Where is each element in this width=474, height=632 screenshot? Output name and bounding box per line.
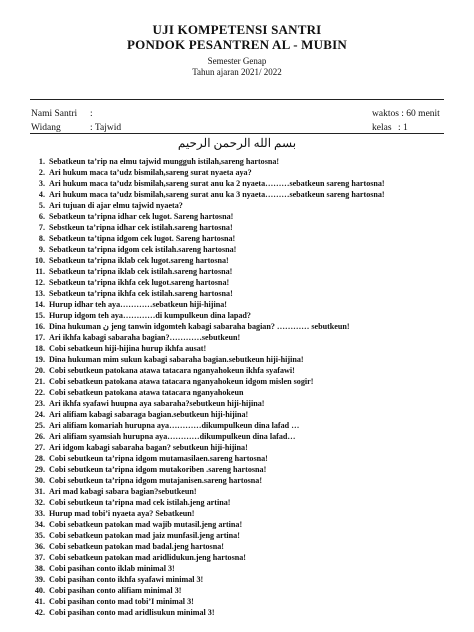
question-text: Cobi sebatkeun patokan mad aridlidukun.jeng hartosna! [49,553,247,562]
school-year: Tahun ajaran 2021/ 2022 [192,67,282,77]
question-item [31,233,461,244]
question-item [31,310,461,321]
question-text: Cobi sebutkeun ta’ripna idgom mutakoriben .sareng hartosna! [49,465,267,474]
question-number: 2. [38,168,45,177]
question-item [31,189,461,200]
basmala: بسم الله الرحمن الرحيم [177,136,297,150]
question-text: Cobi sebutkeun patokana atawa tatacara nganyahokeun ikhfa syafawi! [49,366,295,375]
question-number: 37. [34,553,45,562]
question-text: Hurup mad tobi’i nyaeta aya? Sebatkeun! [49,509,195,518]
question-text: Cobi sebatkeun patokana atawa tatacara nganyahokeun idgom mislen sogir! [49,377,314,386]
question-number: 1. [38,157,45,166]
question-text: Sebatkeun ta’ripna idhar cek lugot. Sareng hartosna! [49,212,234,221]
question-number: 18. [34,344,45,353]
question-item [31,277,461,288]
question-number: 20. [34,366,45,375]
subject-value: : Tajwid [90,123,122,133]
question-item [31,519,461,530]
question-number: 3. [38,179,45,188]
question-item [31,398,461,409]
question-number: 31. [34,487,45,496]
time-allowed: waktos : 60 menit [372,109,440,119]
question-number: 25. [34,421,45,430]
question-text: Sebatkeun ta’ripna ikhfa cek lugot.sareng hartosna! [49,278,230,287]
question-text: Sebatkeun ta’tipna idgom cek lugot. Sareng hartosna! [49,234,236,243]
question-item [31,299,461,310]
question-number: 35. [34,531,45,540]
exam-title: UJI KOMPETENSI SANTRI [152,22,322,37]
question-number: 8. [38,234,45,243]
question-item [31,354,461,365]
question-text: Dina hukuman mim sukun kabagi sabaraha bagian.sebutkeun hiji-hijina! [49,355,304,364]
question-number: 22. [34,388,45,397]
question-text: Cobi sebutkeun ta’ripna idgom mutajanisen.sareng hartosna! [49,476,263,485]
question-text: Sebatkeun ta’rip na elmu tajwid mungguh istilah,sareng hartosna! [49,157,280,166]
question-number: 23. [34,399,45,408]
question-text: Hurup idgom teh aya…………di kumpulkeun dina lapad? [49,311,251,320]
student-name-label: Nami Santri [31,109,78,119]
school-name: PONDOK PESANTREN AL - MUBIN [127,37,347,52]
question-item [31,222,461,233]
question-number: 10. [34,256,45,265]
question-number: 42. [34,608,45,617]
question-text: Sebatkeun ta’ripna iklab cek lugot.sareng hartosna! [49,256,229,265]
question-number: 33. [34,509,45,518]
question-item [31,563,461,574]
question-text: Cobi sebatkeun patokan mad badal.jeng hartosna! [49,542,224,551]
question-list [31,156,461,618]
question-text: Ari alifiam syamsiah hurupna aya…………dikumpulkeun dina lafad… [49,432,296,441]
question-number: 11. [35,267,45,276]
question-item [31,431,461,442]
question-item [31,585,461,596]
question-item [31,211,461,222]
question-item [31,442,461,453]
question-number: 38. [34,564,45,573]
question-number: 7. [38,223,45,232]
question-text: Dina hukuman ن jeng tanwin idgomteh kabagi sabaraha bagian? ………… sebutkeun! [49,322,350,331]
question-item [31,200,461,211]
question-number: 6. [38,212,45,221]
question-item [31,343,461,354]
document-header [0,22,474,78]
question-text: Sebstkeun ta’ripna idhar cek istilah.sareng hartosna! [49,223,233,232]
question-text: Hurup idhar teh aya…………sebatkeun hiji-hijina! [49,300,227,309]
question-item [31,607,461,618]
question-number: 16. [34,322,45,331]
question-text: Cobi sebatkeun patokan mad jaiz munfasil.jeng artina! [49,531,240,540]
question-item [31,464,461,475]
question-text: Sebatkeun ta’ripna iklab cek istilah.sareng hartosna! [49,267,233,276]
question-item [31,244,461,255]
question-text: Ari mad kabagi sabara bagian?sebutkeun! [49,487,197,496]
question-item [31,541,461,552]
question-item [31,552,461,563]
question-item [31,376,461,387]
question-text: Cobi pasihan conto iklab minimal 3! [49,564,175,573]
question-number: 19. [34,355,45,364]
question-number: 41. [34,597,45,606]
question-item [31,365,461,376]
question-text: Ari ikhfa syafawi huupna aya sabaraha?sebutkeun hiji-hijina! [49,399,265,408]
question-item [31,266,461,277]
question-text: Cobi sebutkeun ta’ripna mad cek istilah.jeng artina! [49,498,231,507]
question-text: Ari ikhfa kabagi sabaraha bagian?…………sebutkeun! [49,333,241,342]
question-text: Ari hukum maca ta’udz bismilah,sareng surat anu ka 2 nyaeta………sebatkeun sareng hartosna! [49,179,385,188]
question-text: Ari alifiam kabagi sabaraga bagian.sebutkeun hiji-hijina! [49,410,249,419]
question-number: 5. [38,201,45,210]
question-number: 34. [34,520,45,529]
question-number: 29. [34,465,45,474]
question-item [31,178,461,189]
question-text: Ari hukum maca ta’udz bismilah,sareng surat anu ka 3 nyaeta………sebatkeun sareng hartosna! [49,190,385,199]
question-number: 4. [38,190,45,199]
question-text: Cobi sebutkeun ta’ripna idgom mutamasilaen.sareng hartosna! [49,454,268,463]
student-name-colon: : [90,109,93,119]
question-text: Sebatkeun ta’ripna idgom cek istilah.sareng hartosna! [49,245,237,254]
question-item [31,574,461,585]
question-number: 30. [34,476,45,485]
question-text: Cobi pasihan conto alifiam minimal 3! [49,586,182,595]
question-item [31,332,461,343]
question-item [31,167,461,178]
question-text: Ari alifiam komariah hurupna aya…………dikumpulkeun dina lafad … [49,421,300,430]
semester-label: Semester Genap [207,56,267,66]
question-item [31,475,461,486]
question-item [31,321,461,332]
question-text: Cobi sebatkeun hiji-hijina hurup ikhfa ausat! [49,344,207,353]
question-number: 14. [34,300,45,309]
question-text: Cobi sebatkeun patokana atawa tatacara nganyahokeun [49,388,244,397]
question-text: Ari tujuan di ajar elmu tajwid nyaeta? [49,201,183,210]
class-value: : 1 [398,123,408,133]
question-item [31,156,461,167]
question-item [31,497,461,508]
question-number: 12. [34,278,45,287]
question-item [31,453,461,464]
question-item [31,596,461,607]
question-number: 39. [34,575,45,584]
header-divider-bottom [30,133,444,134]
question-number: 9. [38,245,45,254]
class-label: kelas [372,123,392,133]
question-item [31,420,461,431]
question-number: 40. [34,586,45,595]
question-number: 21. [34,377,45,386]
header-divider-top [30,99,444,100]
question-number: 13. [34,289,45,298]
question-item [31,387,461,398]
subject-label: Widang [31,123,61,133]
question-text: Cobi pasihan conto ikhfa syafawi minimal 3! [49,575,204,584]
question-text: Cobi pasihan conto mad tobi’I minimal 3! [49,597,194,606]
question-number: 32. [34,498,45,507]
question-item [31,530,461,541]
question-item [31,409,461,420]
question-number: 24. [34,410,45,419]
question-text: Sebatkeun ta’ripna ikhfa cek istilah.sareng hartosna! [49,289,233,298]
question-text: Cobi sebatkeun patokan mad wajib mutasil.jeng artina! [49,520,243,529]
question-number: 28. [34,454,45,463]
question-text: Cobi pasihan conto mad aridlisukun minimal 3! [49,608,215,617]
question-number: 15. [34,311,45,320]
question-text: Ari idgom kabagi sabaraha bagan? sebutkeun hiji-hijina! [49,443,248,452]
question-item [31,508,461,519]
question-item [31,288,461,299]
question-number: 27. [34,443,45,452]
question-number: 36. [34,542,45,551]
question-number: 17. [34,333,45,342]
question-number: 26. [34,432,45,441]
question-item [31,486,461,497]
question-text: Ari hukum maca ta’udz bismilah,sareng surat nyaeta aya? [49,168,252,177]
question-item [31,255,461,266]
